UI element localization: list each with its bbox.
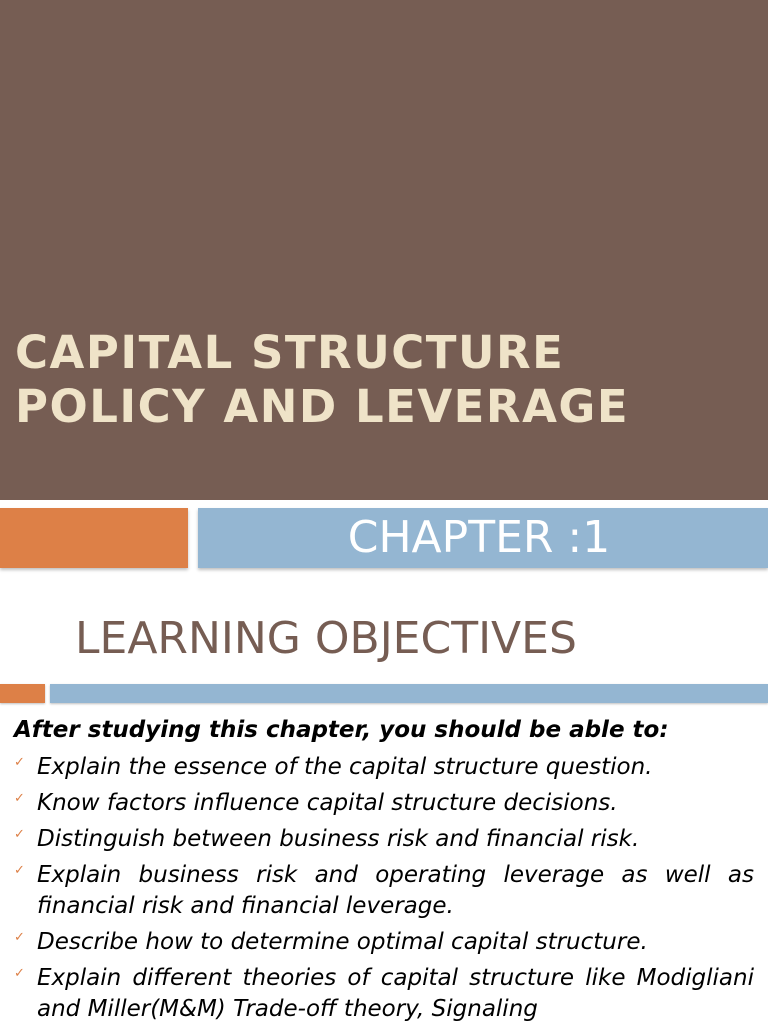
check-mark-icon: ✓ — [14, 755, 25, 770]
objective-text: Describe how to determine optimal capital structure. — [37, 929, 648, 955]
section-title: LEARNING OBJECTIVES — [75, 613, 577, 664]
check-mark-icon: ✓ — [14, 966, 25, 981]
check-mark-icon: ✓ — [14, 863, 25, 878]
check-mark-icon: ✓ — [14, 791, 25, 806]
objective-text: Explain the essence of the capital structure question. — [37, 754, 653, 780]
objective-item — [14, 752, 754, 783]
objective-item — [14, 963, 754, 1025]
objective-text: Distinguish between business risk and financial risk. — [37, 826, 640, 852]
divider-accent — [0, 684, 45, 703]
check-mark-icon: ✓ — [14, 930, 25, 945]
chapter-band-accent — [0, 508, 188, 568]
check-mark-icon: ✓ — [14, 827, 25, 842]
objective-text: Know factors influence capital structure decisions. — [37, 790, 618, 816]
objective-item — [14, 824, 754, 855]
objective-text: Explain business risk and operating leverage as well as financial risk and financial leverage. — [37, 862, 754, 919]
divider-bar — [50, 684, 768, 703]
slide-title: CAPITAL STRUCTURE POLICY AND LEVERAGE — [15, 326, 630, 433]
objective-text: Explain different theories of capital structure like Modigliani and Miller(M&M) Trade-off theory, Signaling — [37, 965, 754, 1022]
objective-item — [14, 860, 754, 922]
objectives-list — [14, 752, 754, 1030]
chapter-label: CHAPTER :1 — [347, 512, 611, 563]
objective-item — [14, 927, 754, 958]
objective-item — [14, 788, 754, 819]
intro-text: After studying this chapter, you should be able to: — [14, 717, 669, 743]
